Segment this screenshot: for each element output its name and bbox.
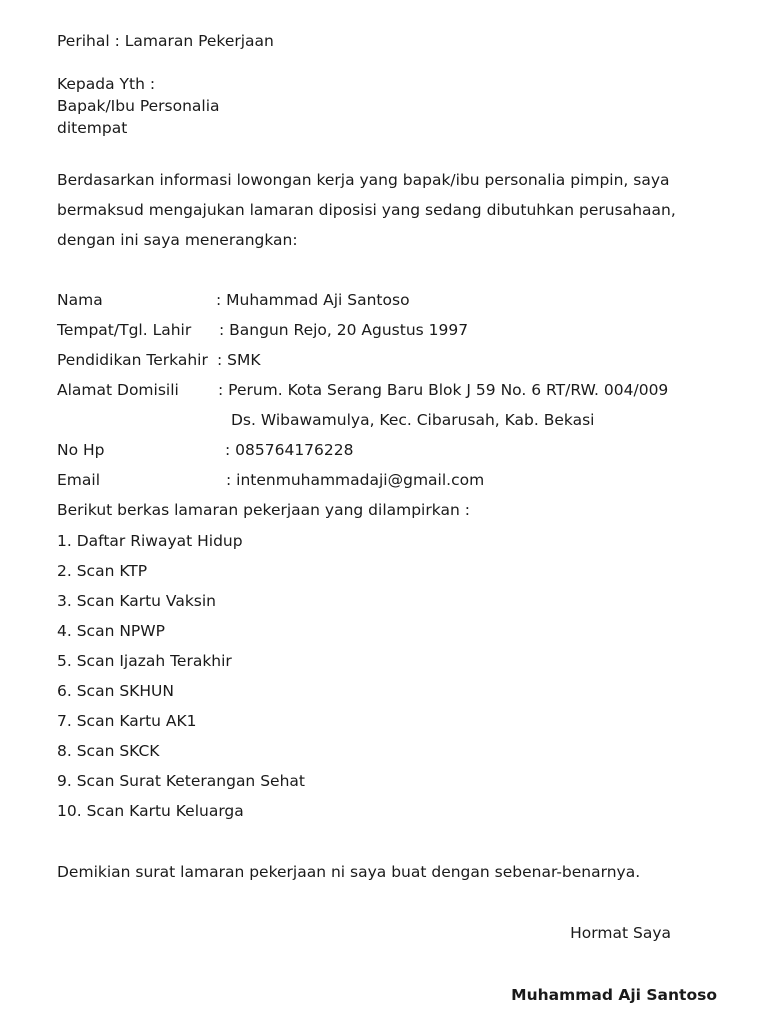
recipient-line-2: Bapak/Ibu Personalia [57, 97, 220, 115]
attachment-item: 7. Scan Kartu AK1 [57, 712, 197, 730]
signature-name: Muhammad Aji Santoso [511, 986, 717, 1004]
attachment-item: 1. Daftar Riwayat Hidup [57, 532, 243, 550]
field-label-email: Email [57, 471, 101, 489]
recipient-line-1: Kepada Yth : [57, 75, 156, 93]
field-label-ttl: Tempat/Tgl. Lahir [57, 321, 192, 339]
field-label-alamat: Alamat Domisili [57, 381, 179, 399]
intro-line-2: bermaksud mengajukan lamaran diposisi yang sedang dibutuhkan perusahaan, [57, 201, 676, 219]
salutation: Hormat Saya [570, 924, 671, 942]
field-value-alamat: : Perum. Kota Serang Baru Blok J 59 No. 6 RT/RW. 004/009 [218, 381, 669, 399]
attachment-item: 3. Scan Kartu Vaksin [57, 592, 216, 610]
intro-line-3: dengan ini saya menerangkan: [57, 231, 298, 249]
field-value-ttl: : Bangun Rejo, 20 Agustus 1997 [219, 321, 469, 339]
recipient-line-3: ditempat [57, 119, 128, 137]
field-value-nama: : Muhammad Aji Santoso [216, 291, 410, 309]
field-value-email: : intenmuhammadaji@gmail.com [226, 471, 485, 489]
attachment-item: 5. Scan Ijazah Terakhir [57, 652, 232, 670]
attachment-item: 8. Scan SKCK [57, 742, 160, 760]
attachments-heading: Berikut berkas lamaran pekerjaan yang dilampirkan : [57, 501, 470, 519]
field-label-nama: Nama [57, 291, 103, 309]
attachment-item: 9. Scan Surat Keterangan Sehat [57, 772, 305, 790]
attachment-item: 2. Scan KTP [57, 562, 148, 580]
field-label-pendidikan: Pendidikan Terkahir [57, 351, 208, 369]
field-label-nohp: No Hp [57, 441, 105, 459]
field-value-nohp: : 085764176228 [225, 441, 354, 459]
intro-line-1: Berdasarkan informasi lowongan kerja yang bapak/ibu personalia pimpin, saya [57, 171, 670, 189]
attachment-item: 10. Scan Kartu Keluarga [57, 802, 244, 820]
attachment-item: 6. Scan SKHUN [57, 682, 174, 700]
field-value-pendidikan: : SMK [217, 351, 261, 369]
closing-sentence: Demikian surat lamaran pekerjaan ni saya buat dengan sebenar-benarnya. [57, 863, 641, 881]
attachment-item: 4. Scan NPWP [57, 622, 165, 640]
field-value-alamat-line-2: Ds. Wibawamulya, Kec. Cibarusah, Kab. Bekasi [231, 411, 595, 429]
subject-line: Perihal : Lamaran Pekerjaan [57, 32, 274, 50]
